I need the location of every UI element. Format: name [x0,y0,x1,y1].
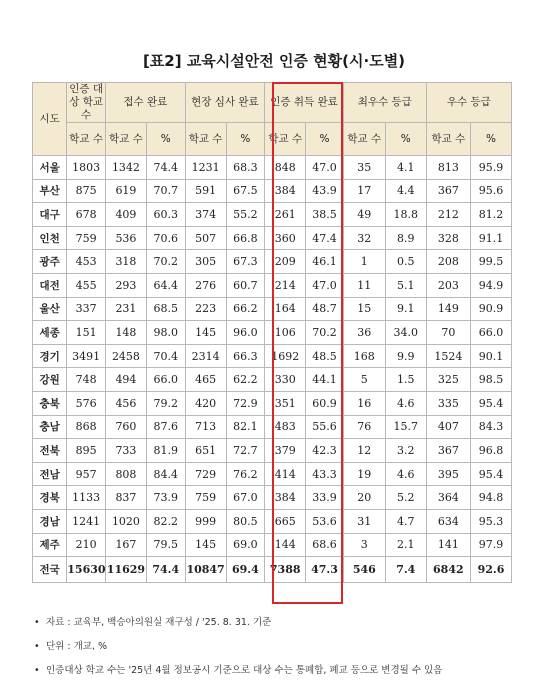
region-cell: 충북 [33,391,67,415]
cell-cert-p: 48.7 [306,297,344,321]
cell-cert-p: 47.4 [306,226,344,250]
cell-site-p: 67.0 [226,486,265,510]
header-group-site-review: 현장 심사 완료 [185,83,265,123]
cell-acc-p: 60.3 [146,203,185,227]
cell-site-n: 507 [185,226,226,250]
table-title: [표2] 교육시설안전 인증 현황(시·도별) [142,52,406,70]
cell-site-n: 465 [185,368,226,392]
cell-ex-p: 95.9 [470,156,511,180]
cell-target: 15630 [67,557,106,583]
cell-acc-n: 318 [105,250,146,274]
certification-table [32,82,512,583]
cell-site-p: 67.5 [226,179,265,203]
cell-ex-n: 367 [426,439,470,463]
cell-site-n: 10847 [185,557,226,583]
cell-cert-n: 848 [265,156,306,180]
cell-acc-p: 70.2 [146,250,185,274]
total-row [33,557,512,583]
region-cell: 전남 [33,462,67,486]
note-basis: • 인증대상 학교 수는 '25년 4월 정보공시 기준으로 대상 수는 통폐합, 폐교 등으로 변경될 수 있음 [34,665,443,676]
cell-top-p: 9.9 [385,344,426,368]
cell-cert-n: 384 [265,179,306,203]
cell-cert-p: 43.9 [306,179,344,203]
cell-ex-p: 95.6 [470,179,511,203]
cell-acc-p: 70.7 [146,179,185,203]
cell-acc-p: 70.4 [146,344,185,368]
cell-acc-n: 760 [105,415,146,439]
cell-site-p: 72.9 [226,391,265,415]
header-sub-pct: % [385,123,426,156]
header-group-top-grade: 최우수 등급 [343,83,426,123]
cell-site-n: 420 [185,391,226,415]
cell-acc-n: 619 [105,179,146,203]
cell-site-n: 145 [185,321,226,345]
cell-cert-p: 53.6 [306,509,344,533]
header-target: 인증 대상 학교 수 [67,83,106,123]
table-row [33,462,512,486]
region-cell: 경남 [33,509,67,533]
cell-ex-n: 407 [426,415,470,439]
region-cell: 울산 [33,297,67,321]
cell-ex-n: 70 [426,321,470,345]
table-row [33,203,512,227]
region-cell: 대전 [33,273,67,297]
cell-target: 576 [67,391,106,415]
cell-target: 895 [67,439,106,463]
cell-cert-n: 384 [265,486,306,510]
cell-ex-p: 96.8 [470,439,511,463]
cell-ex-p: 90.1 [470,344,511,368]
table-row [33,273,512,297]
cell-acc-n: 409 [105,203,146,227]
cell-ex-n: 149 [426,297,470,321]
cell-ex-n: 813 [426,156,470,180]
cell-acc-p: 87.6 [146,415,185,439]
cell-ex-p: 95.4 [470,391,511,415]
cell-cert-n: 106 [265,321,306,345]
cell-acc-n: 733 [105,439,146,463]
cell-cert-n: 261 [265,203,306,227]
table-row [33,226,512,250]
cell-ex-p: 95.4 [470,462,511,486]
cell-ex-p: 91.1 [470,226,511,250]
cell-ex-p: 99.5 [470,250,511,274]
cell-ex-n: 364 [426,486,470,510]
cell-ex-p: 92.6 [470,557,511,583]
note-unit: • 단위 : 개교, % [34,641,108,652]
header-sub-count: 학교 수 [265,123,306,156]
cell-top-p: 3.2 [385,439,426,463]
table-row [33,439,512,463]
cell-top-p: 5.2 [385,486,426,510]
cell-top-n: 31 [343,509,385,533]
cell-site-n: 591 [185,179,226,203]
cell-cert-p: 47.0 [306,273,344,297]
cell-top-p: 34.0 [385,321,426,345]
cell-top-p: 1.5 [385,368,426,392]
header-group-certified: 인증 취득 완료 [265,83,344,123]
cell-site-n: 2314 [185,344,226,368]
cell-top-n: 49 [343,203,385,227]
cell-acc-n: 167 [105,533,146,557]
cell-acc-n: 11629 [105,557,146,583]
cell-ex-n: 6842 [426,557,470,583]
region-cell: 인천 [33,226,67,250]
cell-target: 868 [67,415,106,439]
header-sub-pct: % [306,123,344,156]
cell-site-p: 66.2 [226,297,265,321]
table-row [33,486,512,510]
cell-target: 210 [67,533,106,557]
cell-cert-p: 42.3 [306,439,344,463]
cell-top-p: 4.1 [385,156,426,180]
cell-ex-n: 367 [426,179,470,203]
cell-target: 678 [67,203,106,227]
cell-target: 337 [67,297,106,321]
region-cell: 강원 [33,368,67,392]
cell-cert-p: 68.6 [306,533,344,557]
cell-top-n: 16 [343,391,385,415]
cell-site-n: 223 [185,297,226,321]
cell-acc-n: 837 [105,486,146,510]
cell-top-n: 5 [343,368,385,392]
cell-top-p: 4.4 [385,179,426,203]
header-group-accepted: 접수 완료 [105,83,185,123]
cell-acc-p: 79.5 [146,533,185,557]
region-cell: 부산 [33,179,67,203]
cell-target: 151 [67,321,106,345]
cell-cert-p: 47.0 [306,156,344,180]
cell-top-p: 2.1 [385,533,426,557]
cell-site-n: 1231 [185,156,226,180]
cell-top-p: 4.6 [385,462,426,486]
header-sub-pct: % [226,123,265,156]
cell-site-p: 72.7 [226,439,265,463]
table-row [33,368,512,392]
region-cell: 서울 [33,156,67,180]
cell-top-p: 9.1 [385,297,426,321]
header-region: 시도 [33,83,67,156]
cell-cert-n: 1692 [265,344,306,368]
table-row [33,344,512,368]
cell-cert-n: 379 [265,439,306,463]
header-sub-count: 학교 수 [426,123,470,156]
cell-site-p: 62.2 [226,368,265,392]
cell-acc-p: 70.6 [146,226,185,250]
cell-cert-n: 665 [265,509,306,533]
cell-top-p: 7.4 [385,557,426,583]
cell-acc-p: 74.4 [146,557,185,583]
cell-target: 759 [67,226,106,250]
cell-acc-n: 808 [105,462,146,486]
cell-top-p: 4.6 [385,391,426,415]
cell-top-n: 20 [343,486,385,510]
header-sub-pct: % [146,123,185,156]
cell-cert-n: 414 [265,462,306,486]
cell-ex-p: 94.8 [470,486,511,510]
cell-acc-n: 494 [105,368,146,392]
cell-acc-p: 66.0 [146,368,185,392]
cell-ex-n: 325 [426,368,470,392]
cell-target: 455 [67,273,106,297]
cell-top-n: 76 [343,415,385,439]
cell-cert-p: 43.3 [306,462,344,486]
cell-acc-n: 2458 [105,344,146,368]
cell-cert-n: 483 [265,415,306,439]
table-row [33,250,512,274]
cell-ex-n: 212 [426,203,470,227]
cell-ex-n: 335 [426,391,470,415]
cell-ex-n: 141 [426,533,470,557]
cell-site-p: 68.3 [226,156,265,180]
cell-top-p: 4.7 [385,509,426,533]
table-row [33,179,512,203]
cell-target: 3491 [67,344,106,368]
cell-site-n: 145 [185,533,226,557]
cell-acc-p: 84.4 [146,462,185,486]
header-sub-count: 학교 수 [185,123,226,156]
header-target-count: 학교 수 [67,123,106,156]
note-source: • 자료 : 교육부, 백승아의원실 재구성 / '25. 8. 31. 기준 [34,617,272,628]
table-row [33,415,512,439]
cell-top-n: 12 [343,439,385,463]
header-sub-count: 학교 수 [343,123,385,156]
cell-acc-p: 81.9 [146,439,185,463]
cell-acc-p: 98.0 [146,321,185,345]
cell-top-n: 3 [343,533,385,557]
cell-cert-n: 209 [265,250,306,274]
cell-site-p: 96.0 [226,321,265,345]
cell-cert-n: 164 [265,297,306,321]
cell-top-n: 1 [343,250,385,274]
cell-cert-p: 55.6 [306,415,344,439]
cell-ex-p: 98.5 [470,368,511,392]
cell-cert-n: 7388 [265,557,306,583]
cell-cert-n: 144 [265,533,306,557]
cell-site-n: 729 [185,462,226,486]
cell-ex-p: 81.2 [470,203,511,227]
cell-acc-n: 1342 [105,156,146,180]
cell-top-p: 0.5 [385,250,426,274]
table-row [33,156,512,180]
cell-top-p: 5.1 [385,273,426,297]
cell-ex-n: 395 [426,462,470,486]
cell-cert-p: 47.3 [306,557,344,583]
cell-acc-n: 456 [105,391,146,415]
cell-cert-p: 70.2 [306,321,344,345]
cell-top-n: 168 [343,344,385,368]
cell-acc-p: 68.5 [146,297,185,321]
cell-acc-n: 231 [105,297,146,321]
cell-top-n: 36 [343,321,385,345]
cell-site-p: 55.2 [226,203,265,227]
cell-top-p: 18.8 [385,203,426,227]
region-cell: 충남 [33,415,67,439]
cell-ex-p: 84.3 [470,415,511,439]
cell-top-p: 15.7 [385,415,426,439]
cell-site-p: 69.4 [226,557,265,583]
cell-cert-p: 48.5 [306,344,344,368]
cell-acc-p: 74.4 [146,156,185,180]
cell-site-p: 69.0 [226,533,265,557]
cell-acc-p: 79.2 [146,391,185,415]
cell-site-n: 651 [185,439,226,463]
cell-cert-p: 46.1 [306,250,344,274]
cell-top-n: 15 [343,297,385,321]
cell-acc-n: 293 [105,273,146,297]
cell-ex-n: 328 [426,226,470,250]
header-sub-pct: % [470,123,511,156]
cell-acc-n: 148 [105,321,146,345]
cell-cert-n: 351 [265,391,306,415]
table-row [33,533,512,557]
cell-ex-p: 90.9 [470,297,511,321]
table-row [33,297,512,321]
cell-site-n: 759 [185,486,226,510]
region-cell: 경기 [33,344,67,368]
cell-cert-n: 360 [265,226,306,250]
cell-site-p: 80.5 [226,509,265,533]
cell-ex-n: 203 [426,273,470,297]
cell-target: 748 [67,368,106,392]
header-group-excellent-grade: 우수 등급 [426,83,511,123]
cell-acc-n: 1020 [105,509,146,533]
cell-target: 957 [67,462,106,486]
cell-cert-p: 38.5 [306,203,344,227]
cell-site-p: 82.1 [226,415,265,439]
cell-site-n: 305 [185,250,226,274]
cell-cert-p: 44.1 [306,368,344,392]
cell-ex-p: 97.9 [470,533,511,557]
cell-site-n: 276 [185,273,226,297]
region-cell: 경북 [33,486,67,510]
cell-cert-n: 214 [265,273,306,297]
cell-acc-p: 82.2 [146,509,185,533]
cell-site-n: 999 [185,509,226,533]
region-cell: 광주 [33,250,67,274]
cell-ex-n: 208 [426,250,470,274]
cell-top-n: 11 [343,273,385,297]
cell-site-n: 374 [185,203,226,227]
cell-cert-n: 330 [265,368,306,392]
cell-target: 1133 [67,486,106,510]
table-row [33,321,512,345]
cell-site-p: 66.3 [226,344,265,368]
cell-ex-n: 634 [426,509,470,533]
cell-site-p: 76.2 [226,462,265,486]
cell-ex-p: 66.0 [470,321,511,345]
header-sub-count: 학교 수 [105,123,146,156]
cell-top-n: 19 [343,462,385,486]
region-cell: 전국 [33,557,67,583]
cell-site-p: 66.8 [226,226,265,250]
cell-acc-p: 73.9 [146,486,185,510]
region-cell: 대구 [33,203,67,227]
cell-target: 875 [67,179,106,203]
cell-acc-p: 64.4 [146,273,185,297]
table-row [33,391,512,415]
cell-target: 1803 [67,156,106,180]
region-cell: 세종 [33,321,67,345]
region-cell: 제주 [33,533,67,557]
cell-target: 453 [67,250,106,274]
footnotes [34,614,442,686]
cell-top-p: 8.9 [385,226,426,250]
table-row [33,509,512,533]
cell-top-n: 17 [343,179,385,203]
cell-top-n: 546 [343,557,385,583]
cell-cert-p: 60.9 [306,391,344,415]
cell-cert-p: 33.9 [306,486,344,510]
cell-site-p: 67.3 [226,250,265,274]
cell-top-n: 35 [343,156,385,180]
cell-top-n: 32 [343,226,385,250]
cell-target: 1241 [67,509,106,533]
cell-ex-p: 95.3 [470,509,511,533]
cell-acc-n: 536 [105,226,146,250]
cell-ex-n: 1524 [426,344,470,368]
cell-ex-p: 94.9 [470,273,511,297]
cell-site-n: 713 [185,415,226,439]
region-cell: 전북 [33,439,67,463]
cell-site-p: 60.7 [226,273,265,297]
